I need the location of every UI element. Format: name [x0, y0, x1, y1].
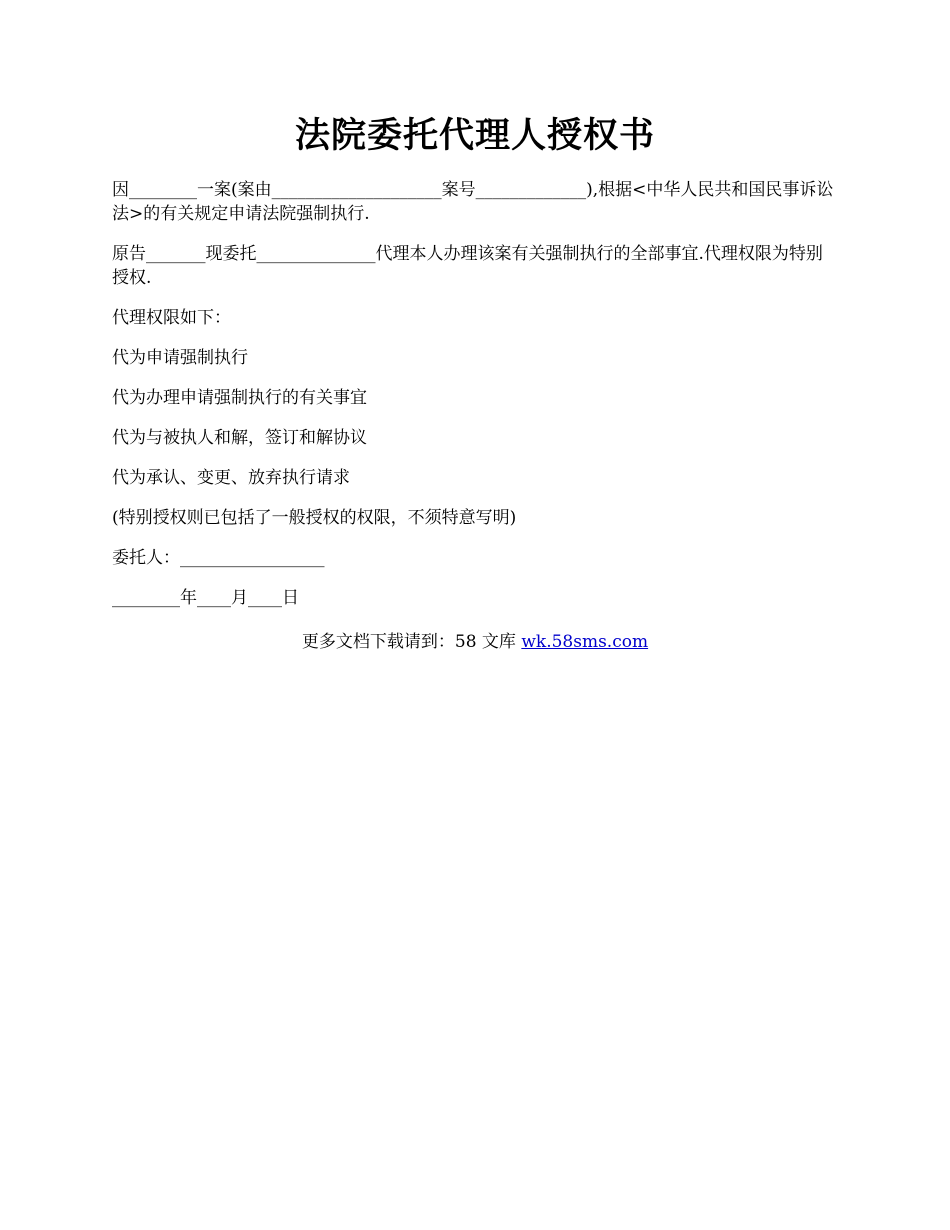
paragraph-authority-item-4: 代为承认、变更、放弃执行请求	[112, 468, 350, 488]
paragraph-authority-item-2: 代为办理申请强制执行的有关事宜	[112, 388, 367, 408]
paragraph-principal-signature: 委托人：_________________	[112, 548, 325, 568]
paragraph-case-info: 因________一案(案由____________________案号_____________),根据<中华人民共和国民事诉讼法>的有关规定申请法院强制执行.	[112, 180, 834, 224]
footer-link[interactable]: wk.58sms.com	[521, 632, 649, 652]
paragraph-special-note: (特别授权则已包括了一般授权的权限，不须特意写明)	[112, 508, 517, 528]
document-body	[112, 178, 837, 626]
footer-text: 更多文档下载请到：58 文库	[301, 632, 522, 652]
paragraph-entrustment: 原告_______现委托______________代理本人办理该案有关强制执行的全部事宜.代理权限为特别授权.	[112, 244, 823, 288]
paragraph-authority-item-1: 代为申请强制执行	[112, 348, 248, 368]
paragraph-date: ________年____月____日	[112, 588, 299, 608]
paragraph-authority-item-3: 代为与被执人和解，签订和解协议	[112, 428, 367, 448]
footer-download-note	[0, 630, 950, 654]
paragraph-authority-heading: 代理权限如下：	[112, 308, 231, 328]
document-title: 法院委托代理人授权书	[294, 115, 655, 156]
